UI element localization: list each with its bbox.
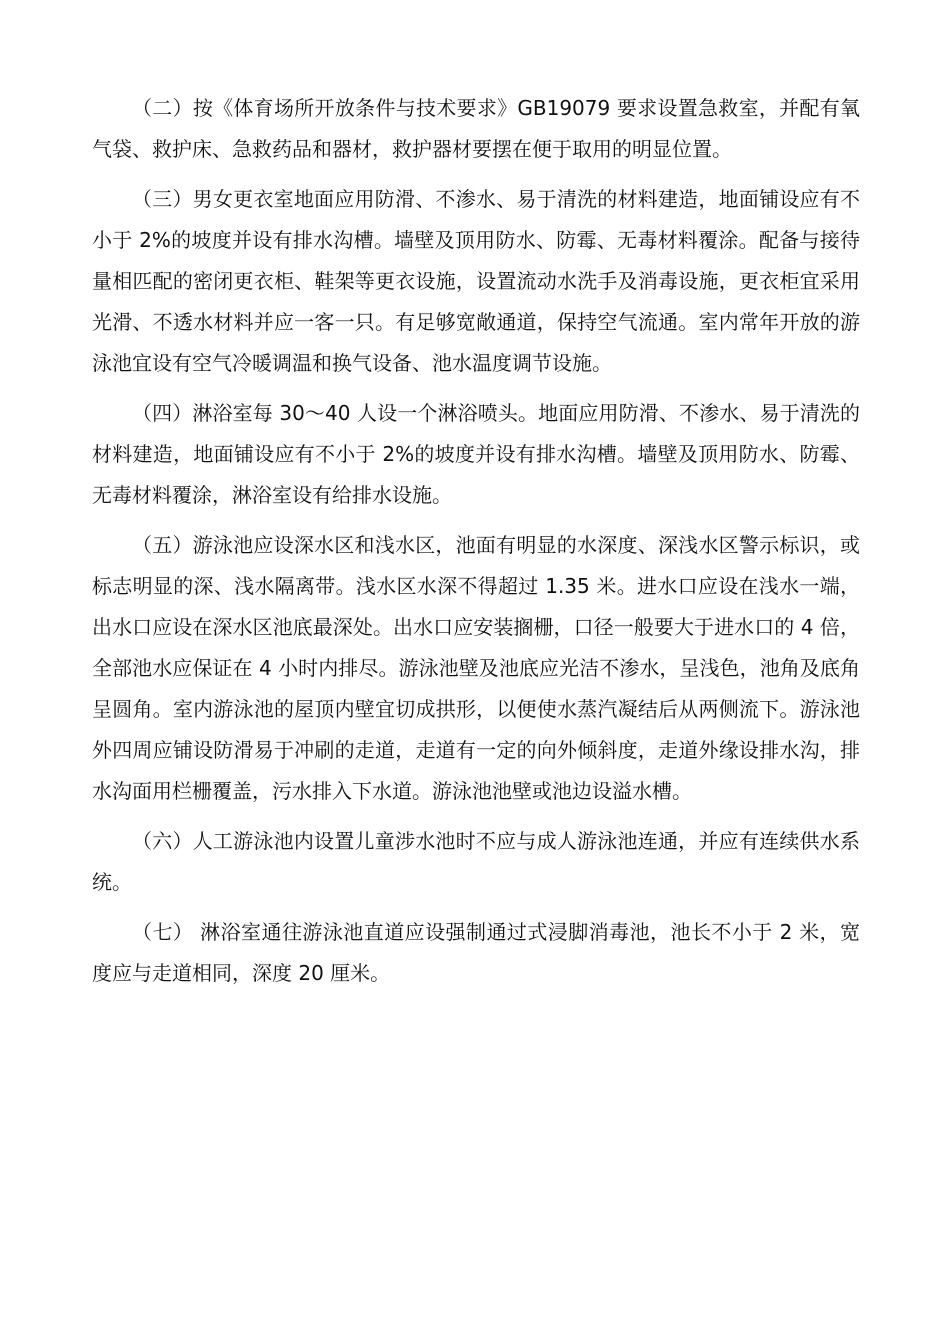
paragraph-first-aid-room: （二）按《体育场所开放条件与技术要求》GB19079 要求设置急救室，并配有氧气袋、救护床、急救药品和器材，救护器材要摆在便于取用的明显位置。 [92,96,860,161]
paragraph-pool-zones: （五）游泳池应设深水区和浅水区，池面有明显的水深度、深浅水区警示标识，或标志明显的深、浅水隔离带。浅水区水深不得超过 1.35 米。进水口应设在浅水一端，出水口应设在深水区池底最深处。出水口应安装搁栅，口径一般要大于进水口的 4 倍，全部池水应保证在 4 小时内排尽。游泳池壁及池底应光洁不渗水，呈浅色，池角及底角呈圆角。室内游泳池的屋顶内壁宜切成拱形，以便使水蒸汽凝结后从两侧流下。游泳池外四周应铺设防滑易于冲刷的走道，走道有一定的向外倾斜度，走道外缘设排水沟，排水沟面用栏栅覆盖，污水排入下水道。游泳池池壁或池边设溢水槽。 [92,533,860,803]
paragraph-foot-bath: （七） 淋浴室通往游泳池直道应设强制通过式浸脚消毒池，池长不小于 2 米，宽度应与走道相同，深度 20 厘米。 [92,920,860,985]
document-body [92,88,860,1003]
paragraph-changing-room: （三）男女更衣室地面应用防滑、不渗水、易于清洗的材料建造，地面铺设应有不小于 2%的坡度并设有排水沟槽。墙壁及顶用防水、防霉、无毒材料覆涂。配备与接待量相匹配的密闭更衣柜、鞋架等更衣设施，设置流动水洗手及消毒设施，更衣柜宜采用光滑、不透水材料并应一客一只。有足够宽敞通道，保持空气流通。室内常年开放的游泳池宜设有空气冷暖调温和换气设备、池水温度调节设施。 [92,187,860,375]
paragraph-children-pool: （六）人工游泳池内设置儿童涉水池时不应与成人游泳池连通，并应有连续供水系统。 [92,829,860,894]
paragraph-shower-room: （四）淋浴室每 30～40 人设一个淋浴喷头。地面应用防滑、不渗水、易于清洗的材料建造，地面铺设应有不小于 2%的坡度并设有排水沟槽。墙壁及顶用防水、防霉、无毒材料覆涂，淋浴室设有给排水设施。 [92,401,860,507]
